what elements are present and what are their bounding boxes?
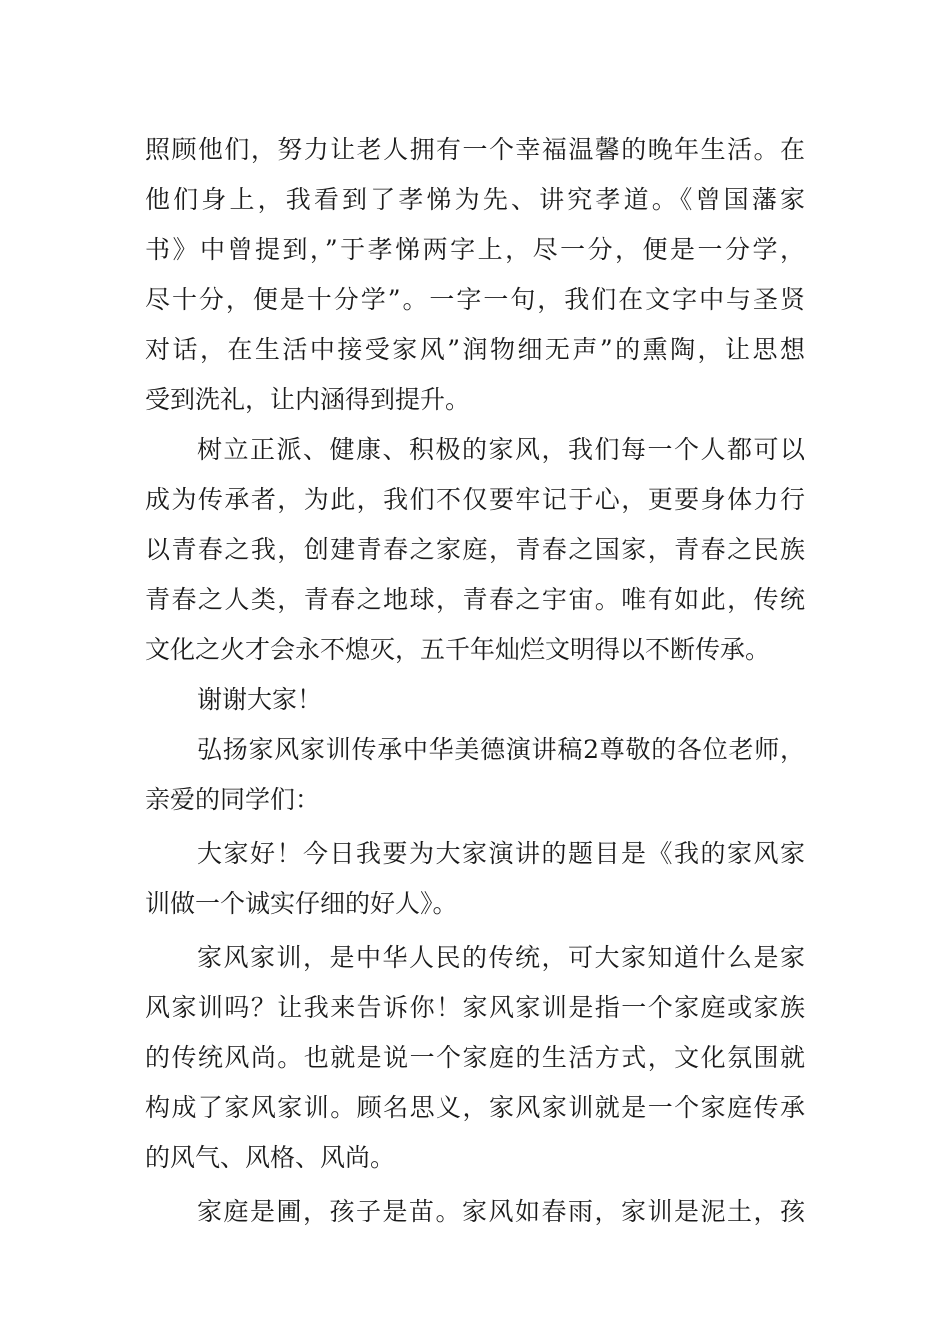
text-line: 文化之火才会永不熄灭，五千年灿烂文明得以不断传承。 bbox=[145, 635, 771, 664]
text-line: 照顾他们，努力让老人拥有一个幸福温馨的晚年生活。在 bbox=[145, 135, 805, 164]
text-line: 的风气、风格、风尚。 bbox=[145, 1143, 396, 1172]
text-line: 风家训吗？让我来告诉你！家风家训是指一个家庭或家族 bbox=[145, 993, 805, 1022]
paragraph-first-line: 谢谢大家！ bbox=[197, 685, 323, 714]
paragraph-first-line: 弘扬家风家训传承中华美德演讲稿2尊敬的各位老师， bbox=[197, 735, 805, 764]
text-line: 训做一个诚实仔细的好人》。 bbox=[145, 889, 458, 918]
text-line: 青春之人类，青春之地球，青春之宇宙。唯有如此，传统 bbox=[145, 585, 805, 614]
text-line: 受到洗礼，让内涵得到提升。 bbox=[145, 385, 471, 414]
text-line: 书》中曾提到，”于孝悌两字上，尽一分，便是一分学， bbox=[145, 235, 805, 264]
text-line: 以青春之我，创建青春之家庭，青春之国家，青春之民族 bbox=[145, 535, 805, 564]
text-line: 对话，在生活中接受家风”润物细无声”的熏陶，让思想 bbox=[145, 335, 805, 364]
paragraph-first-line: 树立正派、健康、积极的家风，我们每一个人都可以 bbox=[197, 435, 805, 464]
text-line: 尽十分，便是十分学”。一字一句，我们在文字中与圣贤 bbox=[145, 285, 805, 314]
text-line: 成为传承者，为此，我们不仅要牢记于心，更要身体力行 bbox=[145, 485, 805, 514]
text-line: 的传统风尚。也就是说一个家庭的生活方式，文化氛围就 bbox=[145, 1043, 805, 1072]
paragraph-first-line: 大家好！今日我要为大家演讲的题目是《我的家风家 bbox=[197, 839, 805, 868]
paragraph-first-line: 家风家训，是中华人民的传统，可大家知道什么是家 bbox=[197, 943, 805, 972]
text-line: 亲爱的同学们： bbox=[145, 785, 321, 814]
text-line: 构成了家风家训。顾名思义，家风家训就是一个家庭传承 bbox=[145, 1093, 805, 1122]
paragraph-first-line: 家庭是圃，孩子是苗。家风如春雨，家训是泥土，孩 bbox=[197, 1197, 805, 1226]
document-body bbox=[145, 125, 805, 1237]
text-line: 他们身上，我看到了孝悌为先、讲究孝道。《曾国藩家 bbox=[145, 185, 805, 214]
